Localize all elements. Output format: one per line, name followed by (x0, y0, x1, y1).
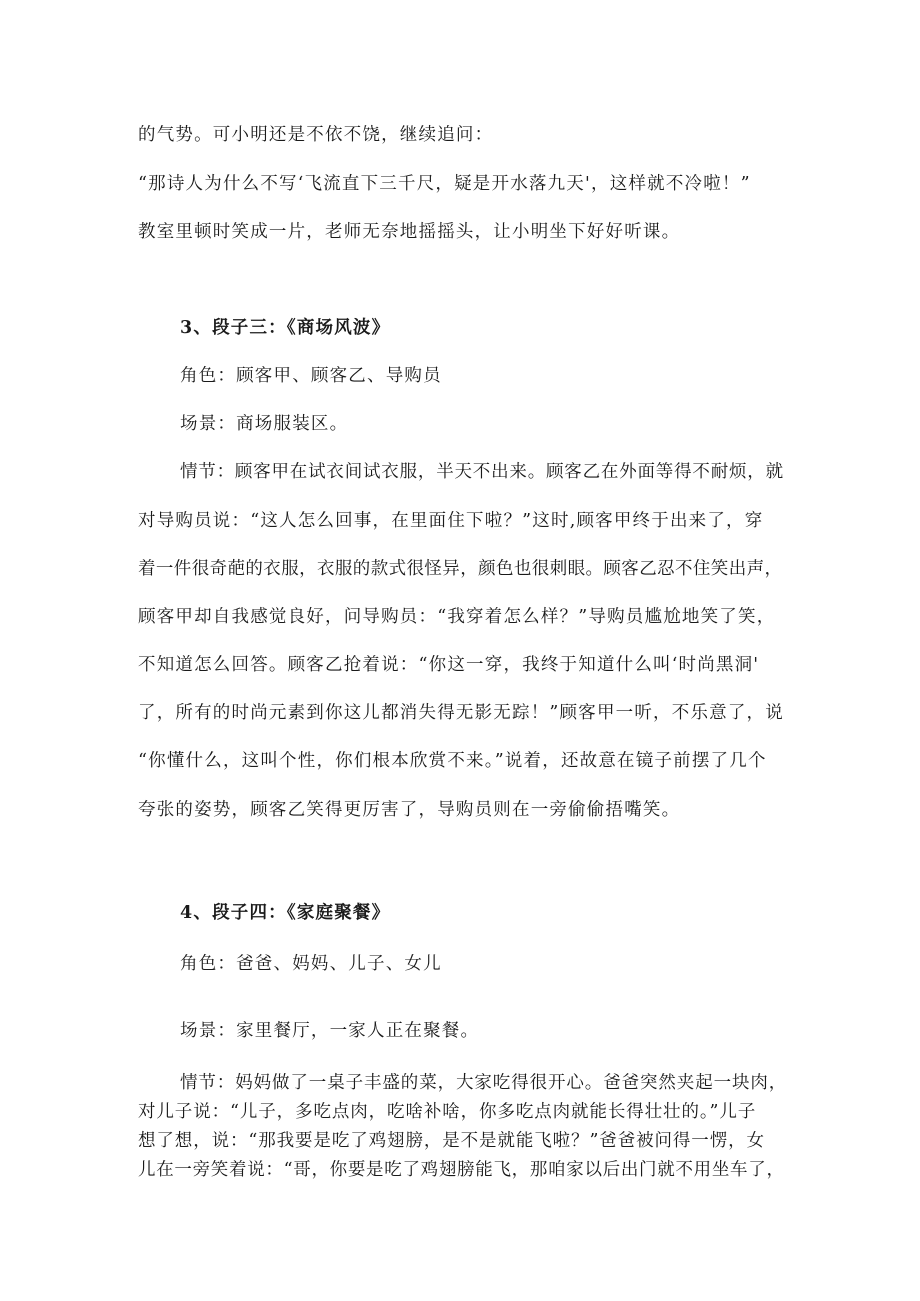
scene-line: 场景：家里餐厅，一家人正在聚餐。 (180, 1021, 480, 1041)
plot-line: 不知道怎么回答。顾客乙抢着说：“你这一穿，我终于知道什么叫‘时尚黑洞' (138, 655, 760, 675)
plot-line: “你懂什么，这叫个性，你们根本欣赏不来。”说着，还故意在镜子前摆了几个 (138, 751, 767, 771)
plot-line: 对导购员说：“这人怎么回事，在里面住下啦？”这时,顾客甲终于出来了，穿 (138, 511, 764, 531)
paragraph-line: 教室里顿时笑成一片，老师无奈地摇摇头，让小明坐下好好听课。 (138, 222, 681, 242)
plot-line: 顾客甲却自我感觉良好，问导购员：“我穿着怎么样？”导购员尴尬地笑了笑， (138, 607, 776, 627)
roles-line: 角色：顾客甲、顾客乙、导购员 (180, 366, 442, 386)
plot-line: 对儿子说：“儿子，多吃点肉，吃啥补啥，你多吃点肉就能长得壮壮的。”儿子 (138, 1102, 757, 1122)
scene-line: 场景：商场服装区。 (180, 414, 349, 434)
section-heading: 4、段子四：《家庭聚餐》 (180, 903, 391, 923)
plot-line: 了，所有的时尚元素到你这儿都消失得无影无踪！”顾客甲一听，不乐意了，说 (138, 703, 784, 723)
plot-line: 情节：顾客甲在试衣间试衣服，半天不出来。顾客乙在外面等得不耐烦，就 (180, 462, 784, 482)
plot-line: 着一件很奇葩的衣服，衣服的款式很怪异，颜色也很刺眼。顾客乙忍不住笑出声， (138, 559, 783, 579)
plot-line: 夸张的姿势，顾客乙笑得更厉害了，导购员则在一旁偷偷捂嘴笑。 (138, 800, 681, 820)
paragraph-line: 的气势。可小明还是不依不饶，继续追问： (138, 125, 494, 145)
roles-line: 角色：爸爸、妈妈、儿子、女儿 (180, 954, 442, 974)
plot-line: 想了想，说：“那我要是吃了鸡翅膀，是不是就能飞啦？”爸爸被问得一愣，女 (138, 1131, 765, 1151)
section-heading: 3、段子三：《商场风波》 (180, 318, 391, 338)
paragraph-line: “那诗人为什么不写‘飞流直下三千尺，疑是开水落九天'，这样就不冷啦！” (138, 174, 751, 194)
plot-line: 情节：妈妈做了一桌子丰盛的菜，大家吃得很开心。爸爸突然夹起一块肉， (180, 1073, 788, 1093)
plot-line: 儿在一旁笑着说：“哥，你要是吃了鸡翅膀能飞，那咱家以后出门就不用坐车了， (138, 1160, 785, 1180)
